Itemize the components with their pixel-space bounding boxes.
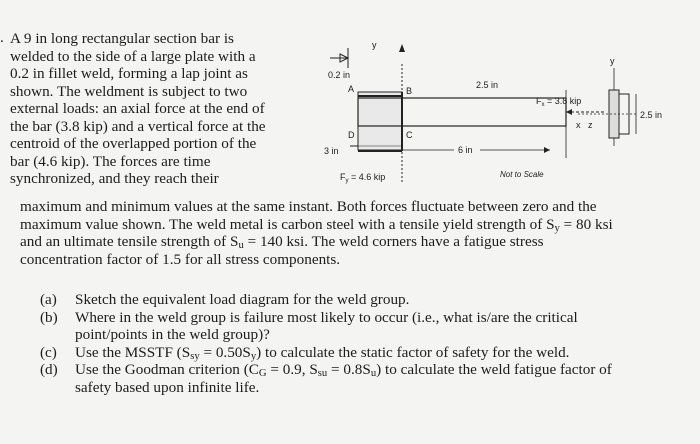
vertical-force-label: $F_y = 4.6$ kip [340, 172, 386, 184]
y-axis-arrow-icon [399, 44, 405, 52]
overlap-length-label: 6 in [458, 145, 473, 155]
intro-line: the bar (3.8 kip) and a vertical force at the [10, 117, 266, 135]
body-line: maximum and minimum values at the same instant. Both forces fluctuate between zero and the [20, 198, 597, 215]
question-parts [40, 291, 690, 397]
part-text: Use the MSSTF $(S_{sy} = 0.50S_y)$ to calculate the static factor of safety for the weld. [75, 343, 570, 362]
part-label: (b) [40, 308, 58, 326]
part-b [40, 309, 690, 344]
intro-line: welded to the side of a large plate with a [10, 47, 256, 65]
intro-line: synchronized, and they reach their [10, 170, 219, 187]
section-y-label: y [610, 56, 615, 66]
part-c [40, 344, 690, 362]
bar-length-label: 2.5 in [476, 80, 499, 90]
body-line: concentration factor of 1.5 for all stress components. [20, 250, 341, 268]
part-label: (c) [40, 343, 57, 361]
section-z-label: z [588, 120, 593, 130]
plate [358, 92, 402, 150]
part-text: Sketch the equivalent load diagram for the weld group. [75, 291, 410, 308]
section-height-label: 2.5 in [640, 110, 663, 120]
part-text: Use the Goodman criterion ($C_G = 0.9$, $S_{su} = 0.8S_u$) to calculate the weld fatigue factor of [75, 361, 612, 380]
body-line: and an ultimate tensile strength of $S_u = 140$ ksi. The weld corners have a fatigue stress [20, 233, 544, 252]
point-a-label: A [348, 84, 355, 94]
y-axis-label: y [372, 40, 377, 50]
weld-size-label: 0.2 in [328, 70, 351, 80]
part-text: safety based upon infinite life. [75, 378, 260, 396]
intro-line: centroid of the overlapped portion of the [10, 135, 257, 152]
intro-line: bar (4.6 kip). The forces are time [10, 152, 211, 170]
intro-line: shown. The weldment is subject to two [10, 82, 248, 100]
overlap-height-label: 3 in [324, 146, 339, 156]
intro-line: external loads: an axial force at the end of [10, 100, 265, 117]
part-label: (a) [40, 291, 57, 308]
part-a [40, 291, 690, 309]
body-line: maximum value shown. The weld metal is carbon steel with a tensile yield strength of $S_y = 80$ ksi [20, 215, 613, 234]
weldment-figure [318, 34, 690, 194]
axial-force-arrow-icon [566, 109, 572, 115]
dim-arrow-icon [544, 147, 550, 153]
intro-line: A 9 in long rectangular section bar is [10, 30, 234, 47]
part-text: point/points in the weld group)? [75, 326, 270, 344]
part-text: Where in the weld group is failure most likely to occur (i.e., what is/are the critical [75, 308, 578, 326]
bullet-mark: . [0, 30, 4, 46]
part-d [40, 361, 690, 396]
point-c-label: C [406, 130, 413, 140]
not-to-scale-note: Not to Scale [500, 170, 544, 179]
axial-force-label: $F_x = 3.8$ kip [536, 96, 582, 108]
part-label: (d) [40, 361, 58, 379]
point-b-label: B [406, 86, 413, 96]
intro-line: 0.2 in fillet weld, forming a lap joint as [10, 65, 248, 82]
point-d-label: D [348, 130, 355, 140]
problem-intro [10, 30, 310, 188]
section-x-label: x [576, 120, 581, 130]
problem-body [20, 198, 690, 268]
